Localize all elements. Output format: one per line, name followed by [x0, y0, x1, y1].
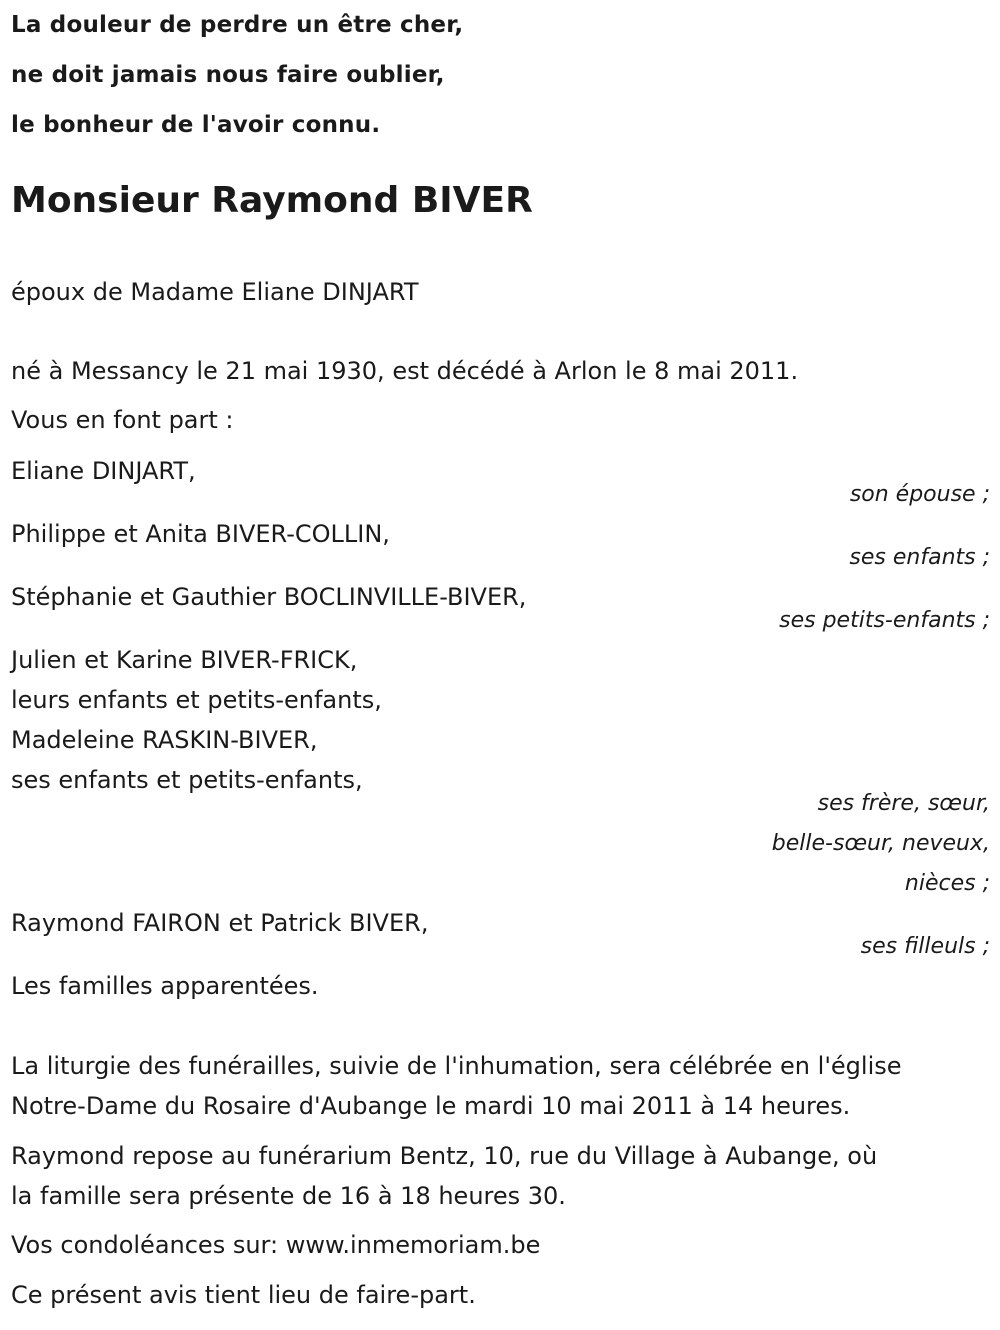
- quote-line-2: ne doit jamais nous faire oublier,: [11, 62, 445, 88]
- quote-line-3: le bonheur de l'avoir connu.: [11, 112, 381, 138]
- family-spouse-name: Eliane DINJART,: [11, 457, 196, 485]
- family-children-name: Philippe et Anita BIVER-COLLIN,: [11, 520, 390, 548]
- family-grandchildren-name: Stéphanie et Gauthier BOCLINVILLE-BIVER,: [11, 583, 527, 611]
- condolences-line: Vos condoléances sur: www.inmemoriam.be: [11, 1231, 541, 1259]
- family-siblings-relation-1: ses frère, sœur,: [817, 791, 990, 816]
- birth-death-line: né à Messancy le 21 mai 1930, est décédé à Arlon le 8 mai 2011.: [11, 357, 799, 385]
- notice-line: Ce présent avis tient lieu de faire-part.: [11, 1281, 476, 1309]
- deceased-name: Monsieur Raymond BIVER: [11, 180, 533, 221]
- family-siblings-line-1: Julien et Karine BIVER-FRICK,: [11, 646, 358, 674]
- family-relatives: Les familles apparentées.: [11, 972, 319, 1000]
- family-spouse-relation: son épouse ;: [849, 482, 990, 507]
- family-grandchildren-relation: ses petits-enfants ;: [779, 608, 990, 633]
- family-siblings-line-3: Madeleine RASKIN-BIVER,: [11, 726, 318, 754]
- liturgy-line-1: La liturgie des funérailles, suivie de l'inhumation, sera célébrée en l'église: [11, 1052, 902, 1080]
- rest-line-1: Raymond repose au funérarium Bentz, 10, rue du Village à Aubange, où: [11, 1142, 878, 1170]
- liturgy-line-2: Notre-Dame du Rosaire d'Aubange le mardi 10 mai 2011 à 14 heures.: [11, 1092, 851, 1120]
- family-godchildren-name: Raymond FAIRON et Patrick BIVER,: [11, 909, 429, 937]
- family-children-relation: ses enfants ;: [849, 545, 990, 570]
- family-siblings-relation-3: nièces ;: [904, 871, 990, 896]
- family-siblings-line-2: leurs enfants et petits-enfants,: [11, 686, 382, 714]
- spouse-line: époux de Madame Eliane DINJART: [11, 278, 419, 306]
- family-siblings-line-4: ses enfants et petits-enfants,: [11, 766, 363, 794]
- rest-line-2: la famille sera présente de 16 à 18 heures 30.: [11, 1182, 566, 1210]
- family-siblings-relation-2: belle-sœur, neveux,: [771, 831, 990, 856]
- announce-line: Vous en font part :: [11, 406, 234, 434]
- family-godchildren-relation: ses filleuls ;: [860, 934, 990, 959]
- quote-line-1: La douleur de perdre un être cher,: [11, 12, 464, 38]
